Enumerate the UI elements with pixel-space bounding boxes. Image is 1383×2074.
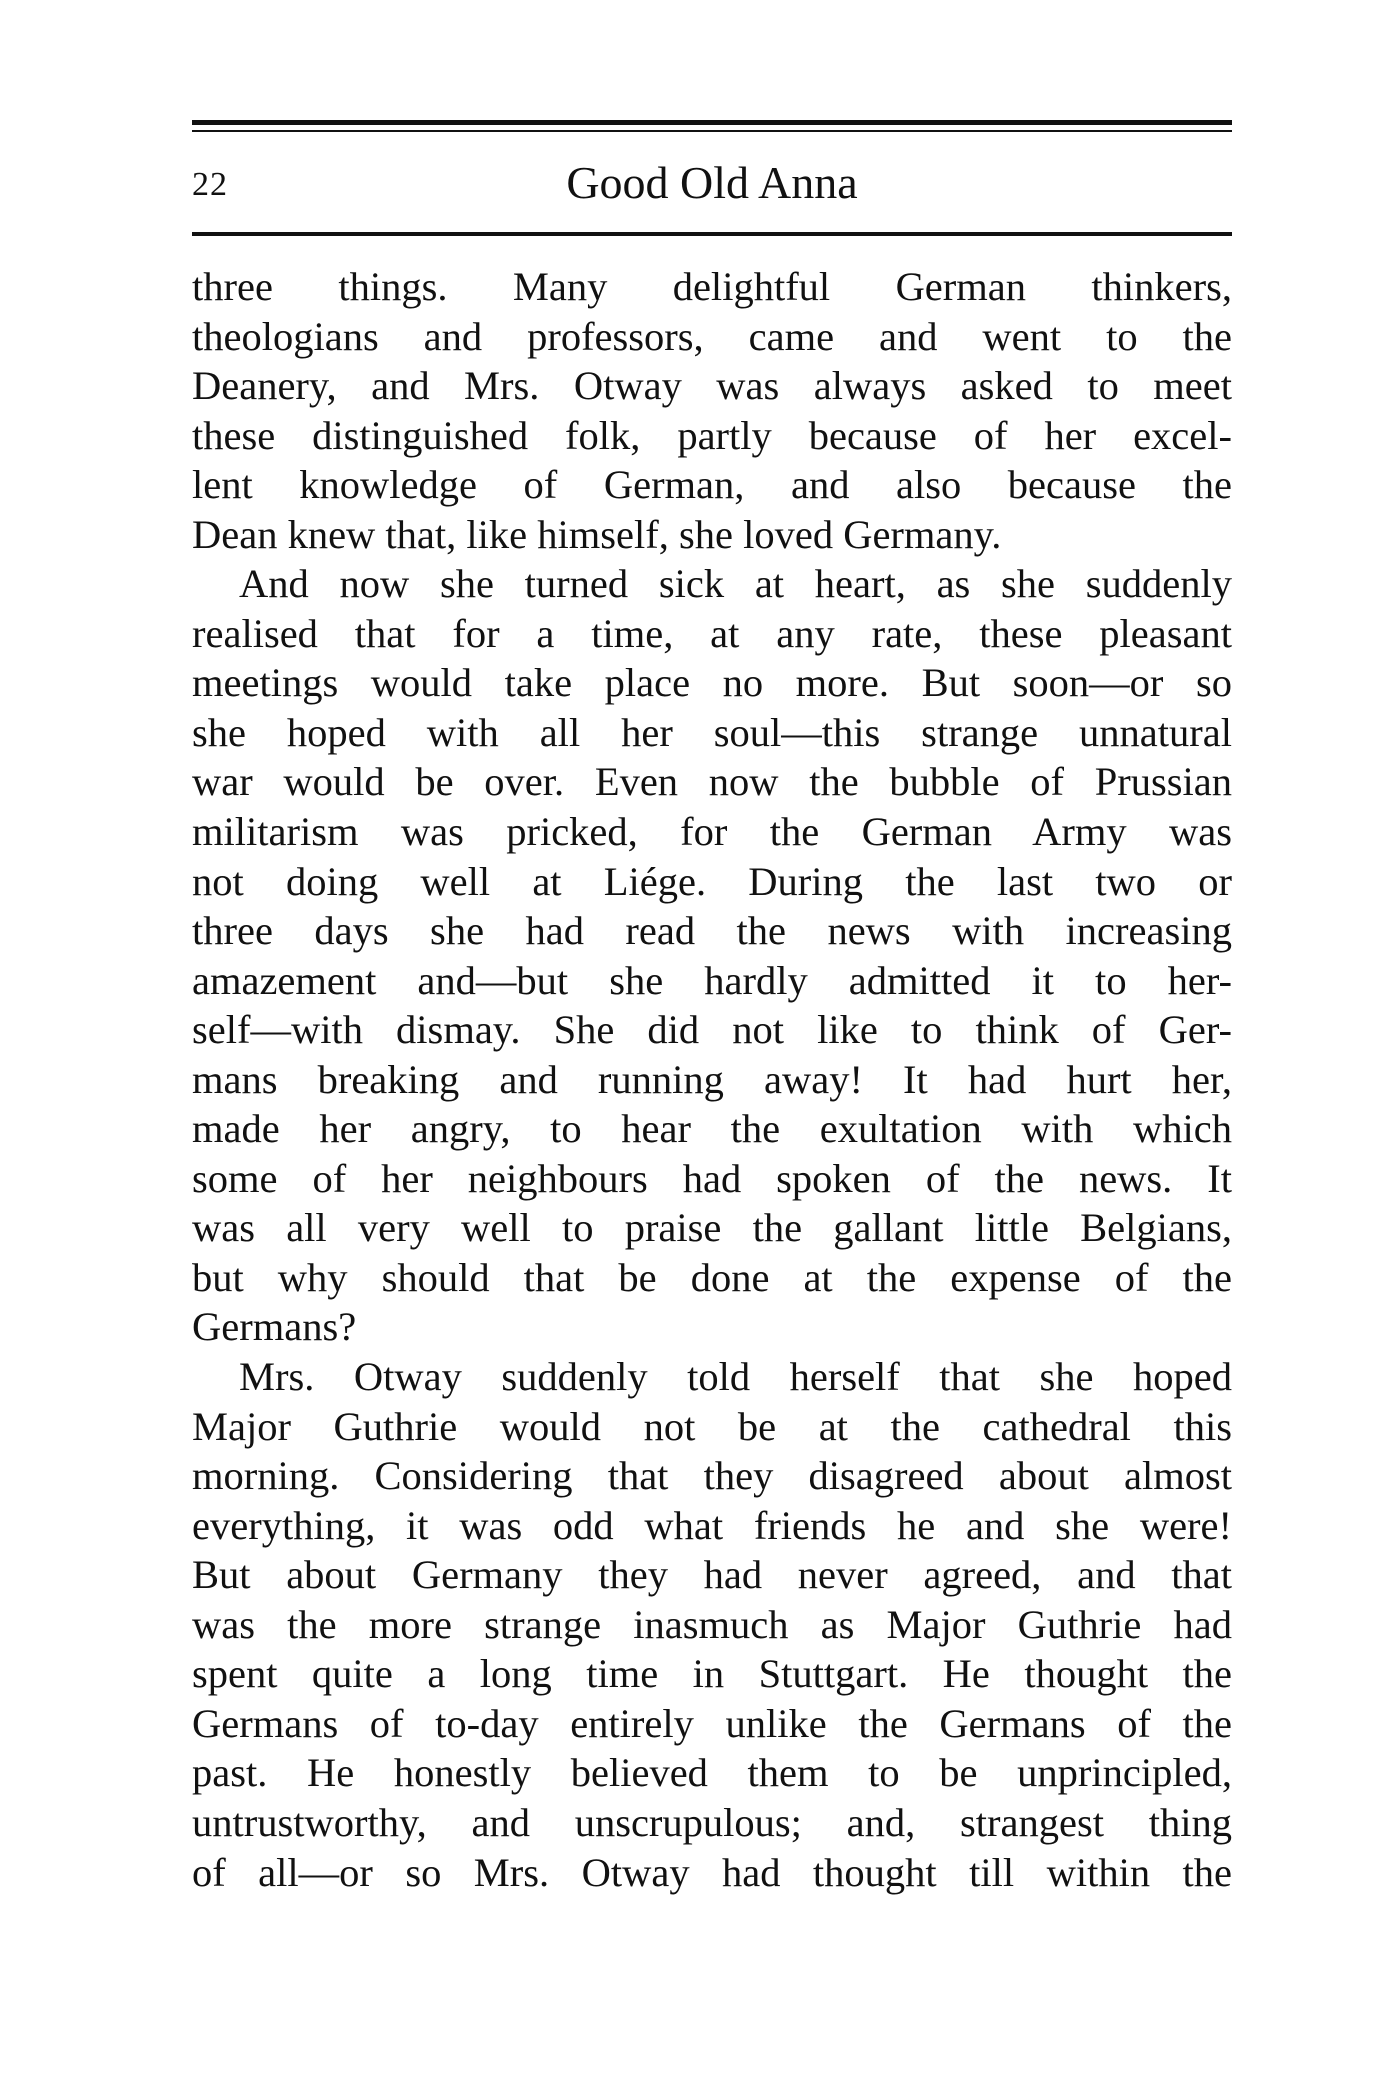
page-number: 22	[192, 166, 228, 203]
header-rule	[192, 232, 1232, 236]
text-line: lent knowledge of German, and also because the	[192, 462, 1232, 508]
text-line: of all—or so Mrs. Otway had thought till within the	[192, 1849, 1232, 1895]
text-line: some of her neighbours had spoken of the news. It	[192, 1155, 1232, 1201]
text-line: Germans?	[192, 1304, 357, 1350]
text-line: Mrs. Otway suddenly told herself that she hoped	[239, 1354, 1232, 1400]
text-line: spent quite a long time in Stuttgart. He thought the	[192, 1651, 1232, 1697]
text-line: And now she turned sick at heart, as she suddenly	[239, 561, 1232, 607]
text-line: But about Germany they had never agreed, and that	[192, 1552, 1232, 1598]
text-line: but why should that be done at the expense of the	[192, 1254, 1232, 1300]
text-line: everything, it was odd what friends he and she were!	[192, 1502, 1232, 1548]
text-line: Major Guthrie would not be at the cathedral this	[192, 1403, 1232, 1449]
body-text	[192, 262, 1232, 1897]
running-head	[192, 156, 1232, 216]
text-line: self—with dismay. She did not like to think of Ger-	[192, 1007, 1232, 1053]
text-line: she hoped with all her soul—this strange unnatural	[192, 709, 1232, 755]
book-title: Good Old Anna	[566, 157, 858, 208]
text-line: meetings would take place no more. But soon—or so	[192, 660, 1232, 706]
text-line: Deanery, and Mrs. Otway was always asked to meet	[192, 363, 1232, 409]
text-line: these distinguished folk, partly because of her excel-	[192, 412, 1232, 458]
text-line: mans breaking and running away! It had hurt her,	[192, 1056, 1232, 1102]
text-line: war would be over. Even now the bubble of Prussian	[192, 759, 1232, 805]
text-line: past. He honestly believed them to be unprincipled,	[192, 1750, 1232, 1796]
text-line: not doing well at Liége. During the last two or	[192, 858, 1232, 904]
text-line: was the more strange inasmuch as Major Guthrie had	[192, 1601, 1232, 1647]
top-rule-thin	[192, 130, 1232, 132]
text-line: three days she had read the news with increasing	[192, 908, 1232, 954]
text-line: three things. Many delightful German thinkers,	[192, 264, 1232, 309]
text-line: Dean knew that, like himself, she loved Germany.	[192, 511, 1002, 557]
text-line: untrustworthy, and unscrupulous; and, strangest thing	[192, 1799, 1232, 1845]
text-line: amazement and—but she hardly admitted it to her-	[192, 957, 1232, 1003]
text-line: militarism was pricked, for the German Army was	[192, 809, 1232, 855]
text-line: realised that for a time, at any rate, these pleasant	[192, 610, 1232, 656]
top-rule-thick	[192, 120, 1232, 125]
text-line: was all very well to praise the gallant little Belgians,	[192, 1205, 1232, 1251]
text-line: theologians and professors, came and went to the	[192, 313, 1232, 359]
text-line: made her angry, to hear the exultation with which	[192, 1106, 1232, 1152]
text-line: Germans of to-day entirely unlike the Germans of the	[192, 1700, 1232, 1746]
text-line: morning. Considering that they disagreed about almost	[192, 1453, 1232, 1499]
